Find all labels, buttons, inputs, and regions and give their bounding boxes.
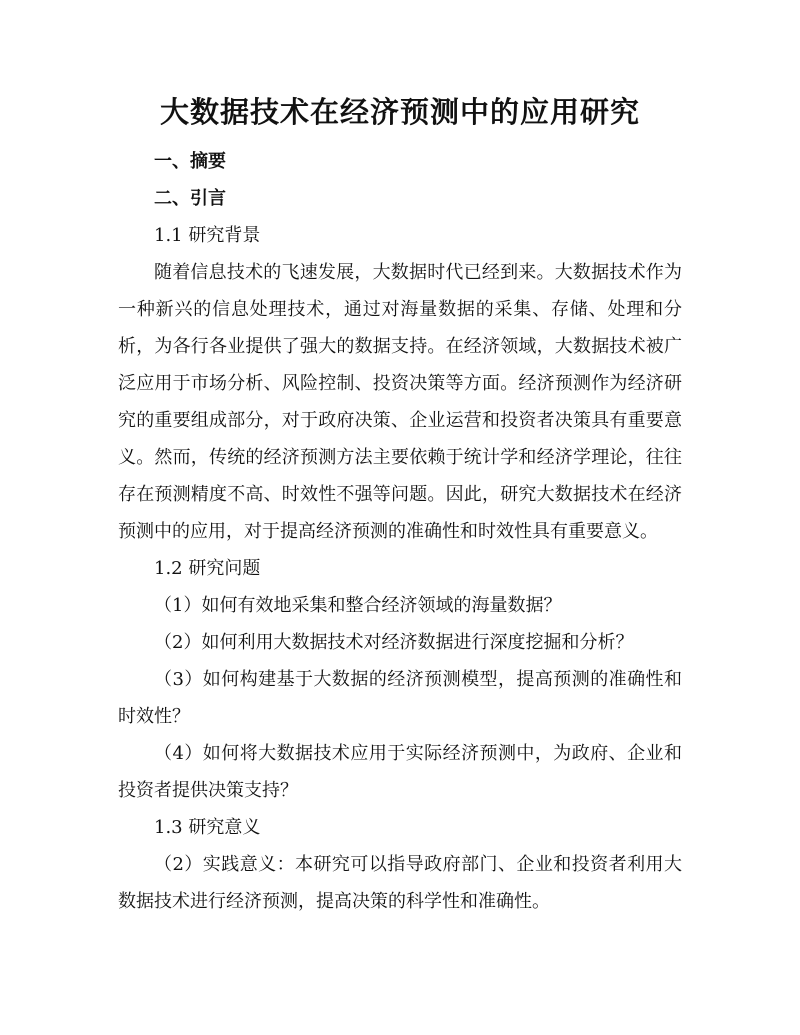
section-heading-abstract: 一、摘要 xyxy=(154,151,226,172)
section-heading-introduction: 二、引言 xyxy=(154,188,226,209)
question-item-2: （2）如何利用大数据技术对经济数据进行深度挖掘和分析？ xyxy=(154,632,634,653)
question-item-3: （3）如何构建基于大数据的经济预测模型，提高预测的准确性和时效性？ xyxy=(118,669,682,727)
question-item-1: （1）如何有效地采集和整合经济领域的海量数据？ xyxy=(154,595,562,616)
subsection-heading-questions: 1.2 研究问题 xyxy=(154,558,261,579)
document-title: 大数据技术在经济预测中的应用研究 xyxy=(159,95,640,129)
subsection-heading-background: 1.1 研究背景 xyxy=(154,225,261,246)
significance-item-practical: （2）实践意义：本研究可以指导政府部门、企业和投资者利用大数据技术进行经济预测，提高决策的科学性和准确性。 xyxy=(118,854,682,912)
background-paragraph: 随着信息技术的飞速发展，大数据时代已经到来。大数据技术作为一种新兴的信息处理技术，通过对海量数据的采集、存储、处理和分析，为各行各业提供了强大的数据支持。在经济领域，大数据技术被广泛应用于市场分析、风险控制、投资决策等方面。经济预测作为经济研究的重要组成部分，对于政府决策、企业运营和投资者决策具有重要意义。然而，传统的经济预测方法主要依赖于统计学和经济学理论，往往存在预测精度不高、时效性不强等问题。因此，研究大数据技术在经济预测中的应用，对于提高经济预测的准确性和时效性具有重要意义。 xyxy=(118,262,682,542)
question-item-4: （4）如何将大数据技术应用于实际经济预测中，为政府、企业和投资者提供决策支持？ xyxy=(118,743,682,801)
document-body xyxy=(118,143,682,920)
subsection-heading-significance: 1.3 研究意义 xyxy=(154,817,261,838)
